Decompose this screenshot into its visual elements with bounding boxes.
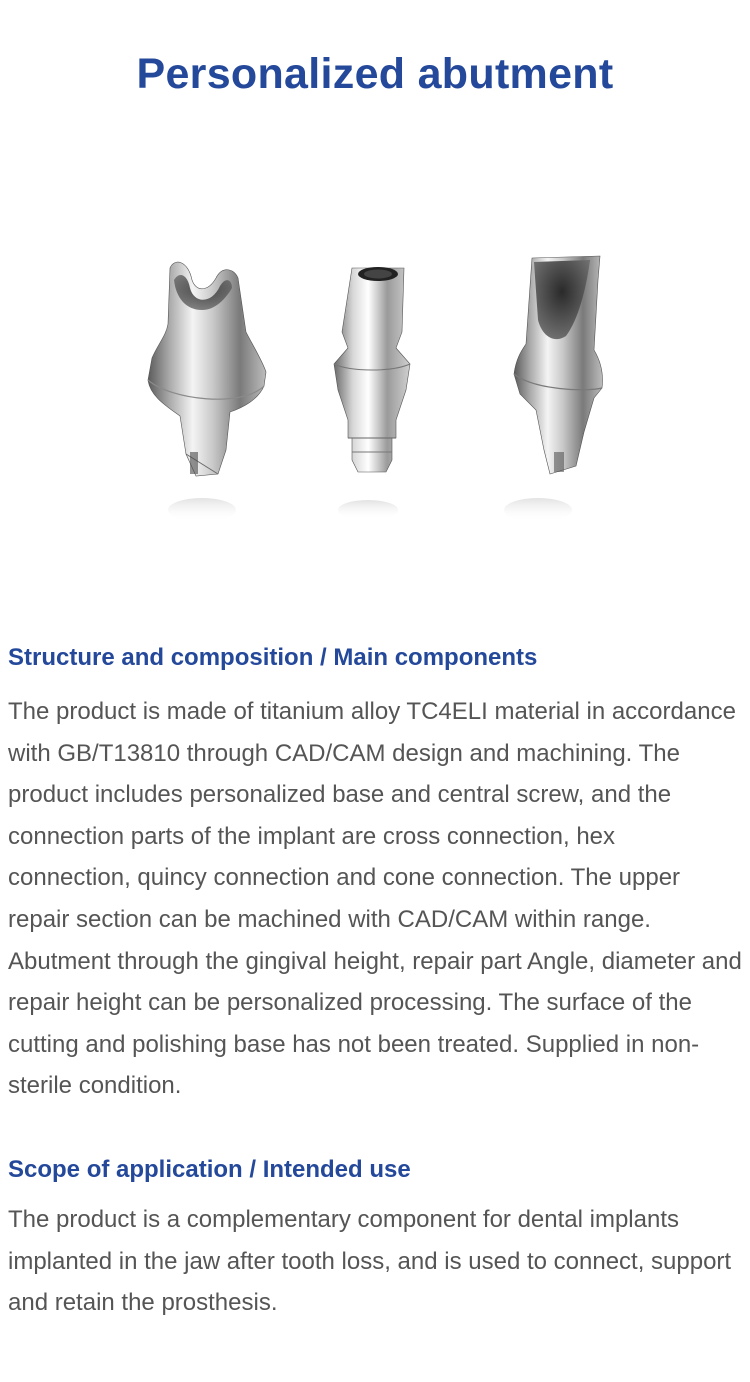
section-body-structure: The product is made of titanium alloy TC4ELI material in accordance with GB/T13810 through CAD/CAM design and machining. The product includes personalized base and central screw, and the connection parts of the implant are cross connection, hex connection, quincy connection and cone connection. The upper repair section can be machined with CAD/CAM within range. Abutment through the gingival height, repair part Angle, diameter and repair height can be personalized processing. The surface of the cutting and polishing base has not been treated. Supplied in non-sterile condition. xyxy=(8,698,742,1100)
page-title: Personalized abutment xyxy=(136,50,614,98)
section-body-scope: The product is a complementary component for dental implants implanted in the jaw after tooth loss, and is used to connect, support and retain the prosthesis. xyxy=(8,1206,732,1317)
abutment-product-image xyxy=(130,240,620,540)
straight-abutment xyxy=(334,267,410,520)
angled-abutment xyxy=(504,256,603,522)
anatomical-abutment xyxy=(148,262,266,522)
section-heading-structure: Structure and composition / Main components xyxy=(8,644,538,671)
section-heading-scope: Scope of application / Intended use xyxy=(8,1156,411,1183)
